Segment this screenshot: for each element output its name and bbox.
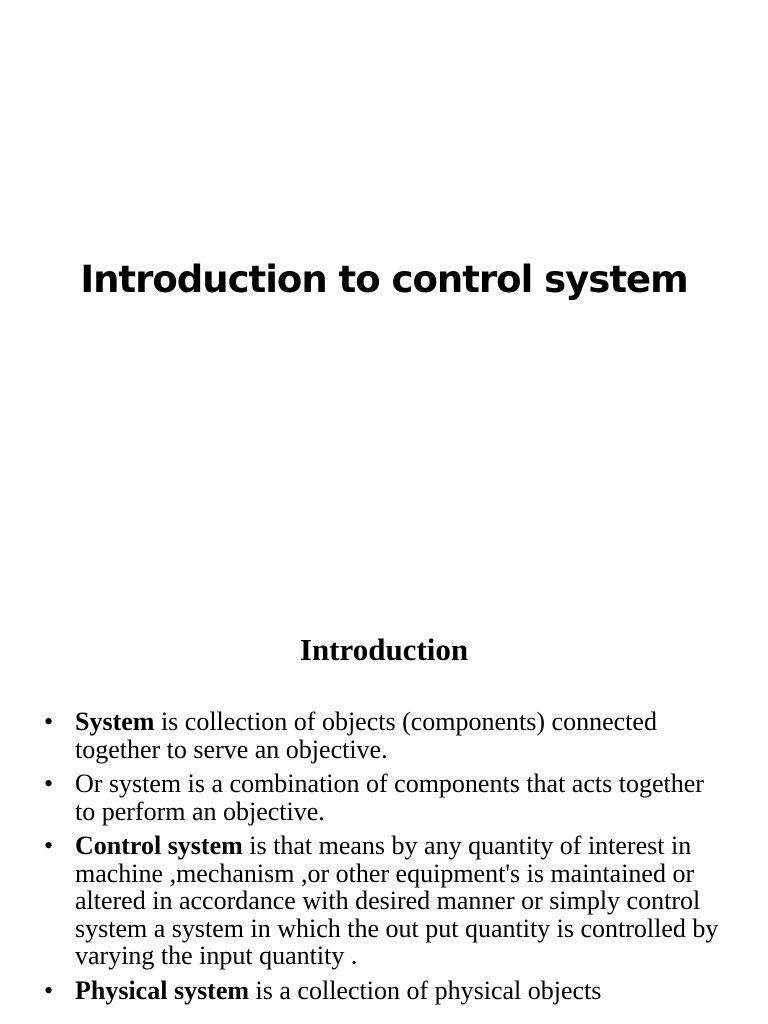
bullet-text: is that means by any quantity of interest in machine ,mechanism ,or other equipment's is maintained or altered in accordance with desired manner or simply control system a system in which the out put quantity is controlled by varying the input quantity . bbox=[75, 831, 719, 970]
bullet-term: System bbox=[75, 707, 155, 736]
bullet-list bbox=[0, 708, 768, 1011]
bullet-text: is a collection of physical objects bbox=[249, 975, 602, 1005]
bullet-item-or-system bbox=[0, 770, 768, 825]
bullet-icon: • bbox=[44, 769, 54, 798]
bullet-term: Physical system bbox=[75, 975, 250, 1005]
bullet-item-system bbox=[0, 708, 768, 763]
section-heading: Introduction bbox=[299, 632, 469, 667]
slide-title: Introduction to control system bbox=[80, 258, 688, 301]
bullet-term: Control system bbox=[75, 831, 243, 860]
bullet-text: Or system is a combination of components that acts together to perform an objective. bbox=[75, 769, 704, 826]
bullet-item-physical-system bbox=[0, 977, 768, 1005]
bullet-icon: • bbox=[44, 831, 54, 860]
bullet-icon: • bbox=[44, 707, 54, 736]
bullet-item-control-system bbox=[0, 832, 768, 970]
bullet-text: is collection of objects (components) connected together to serve an objective. bbox=[75, 707, 657, 764]
bullet-icon: • bbox=[44, 975, 54, 1005]
